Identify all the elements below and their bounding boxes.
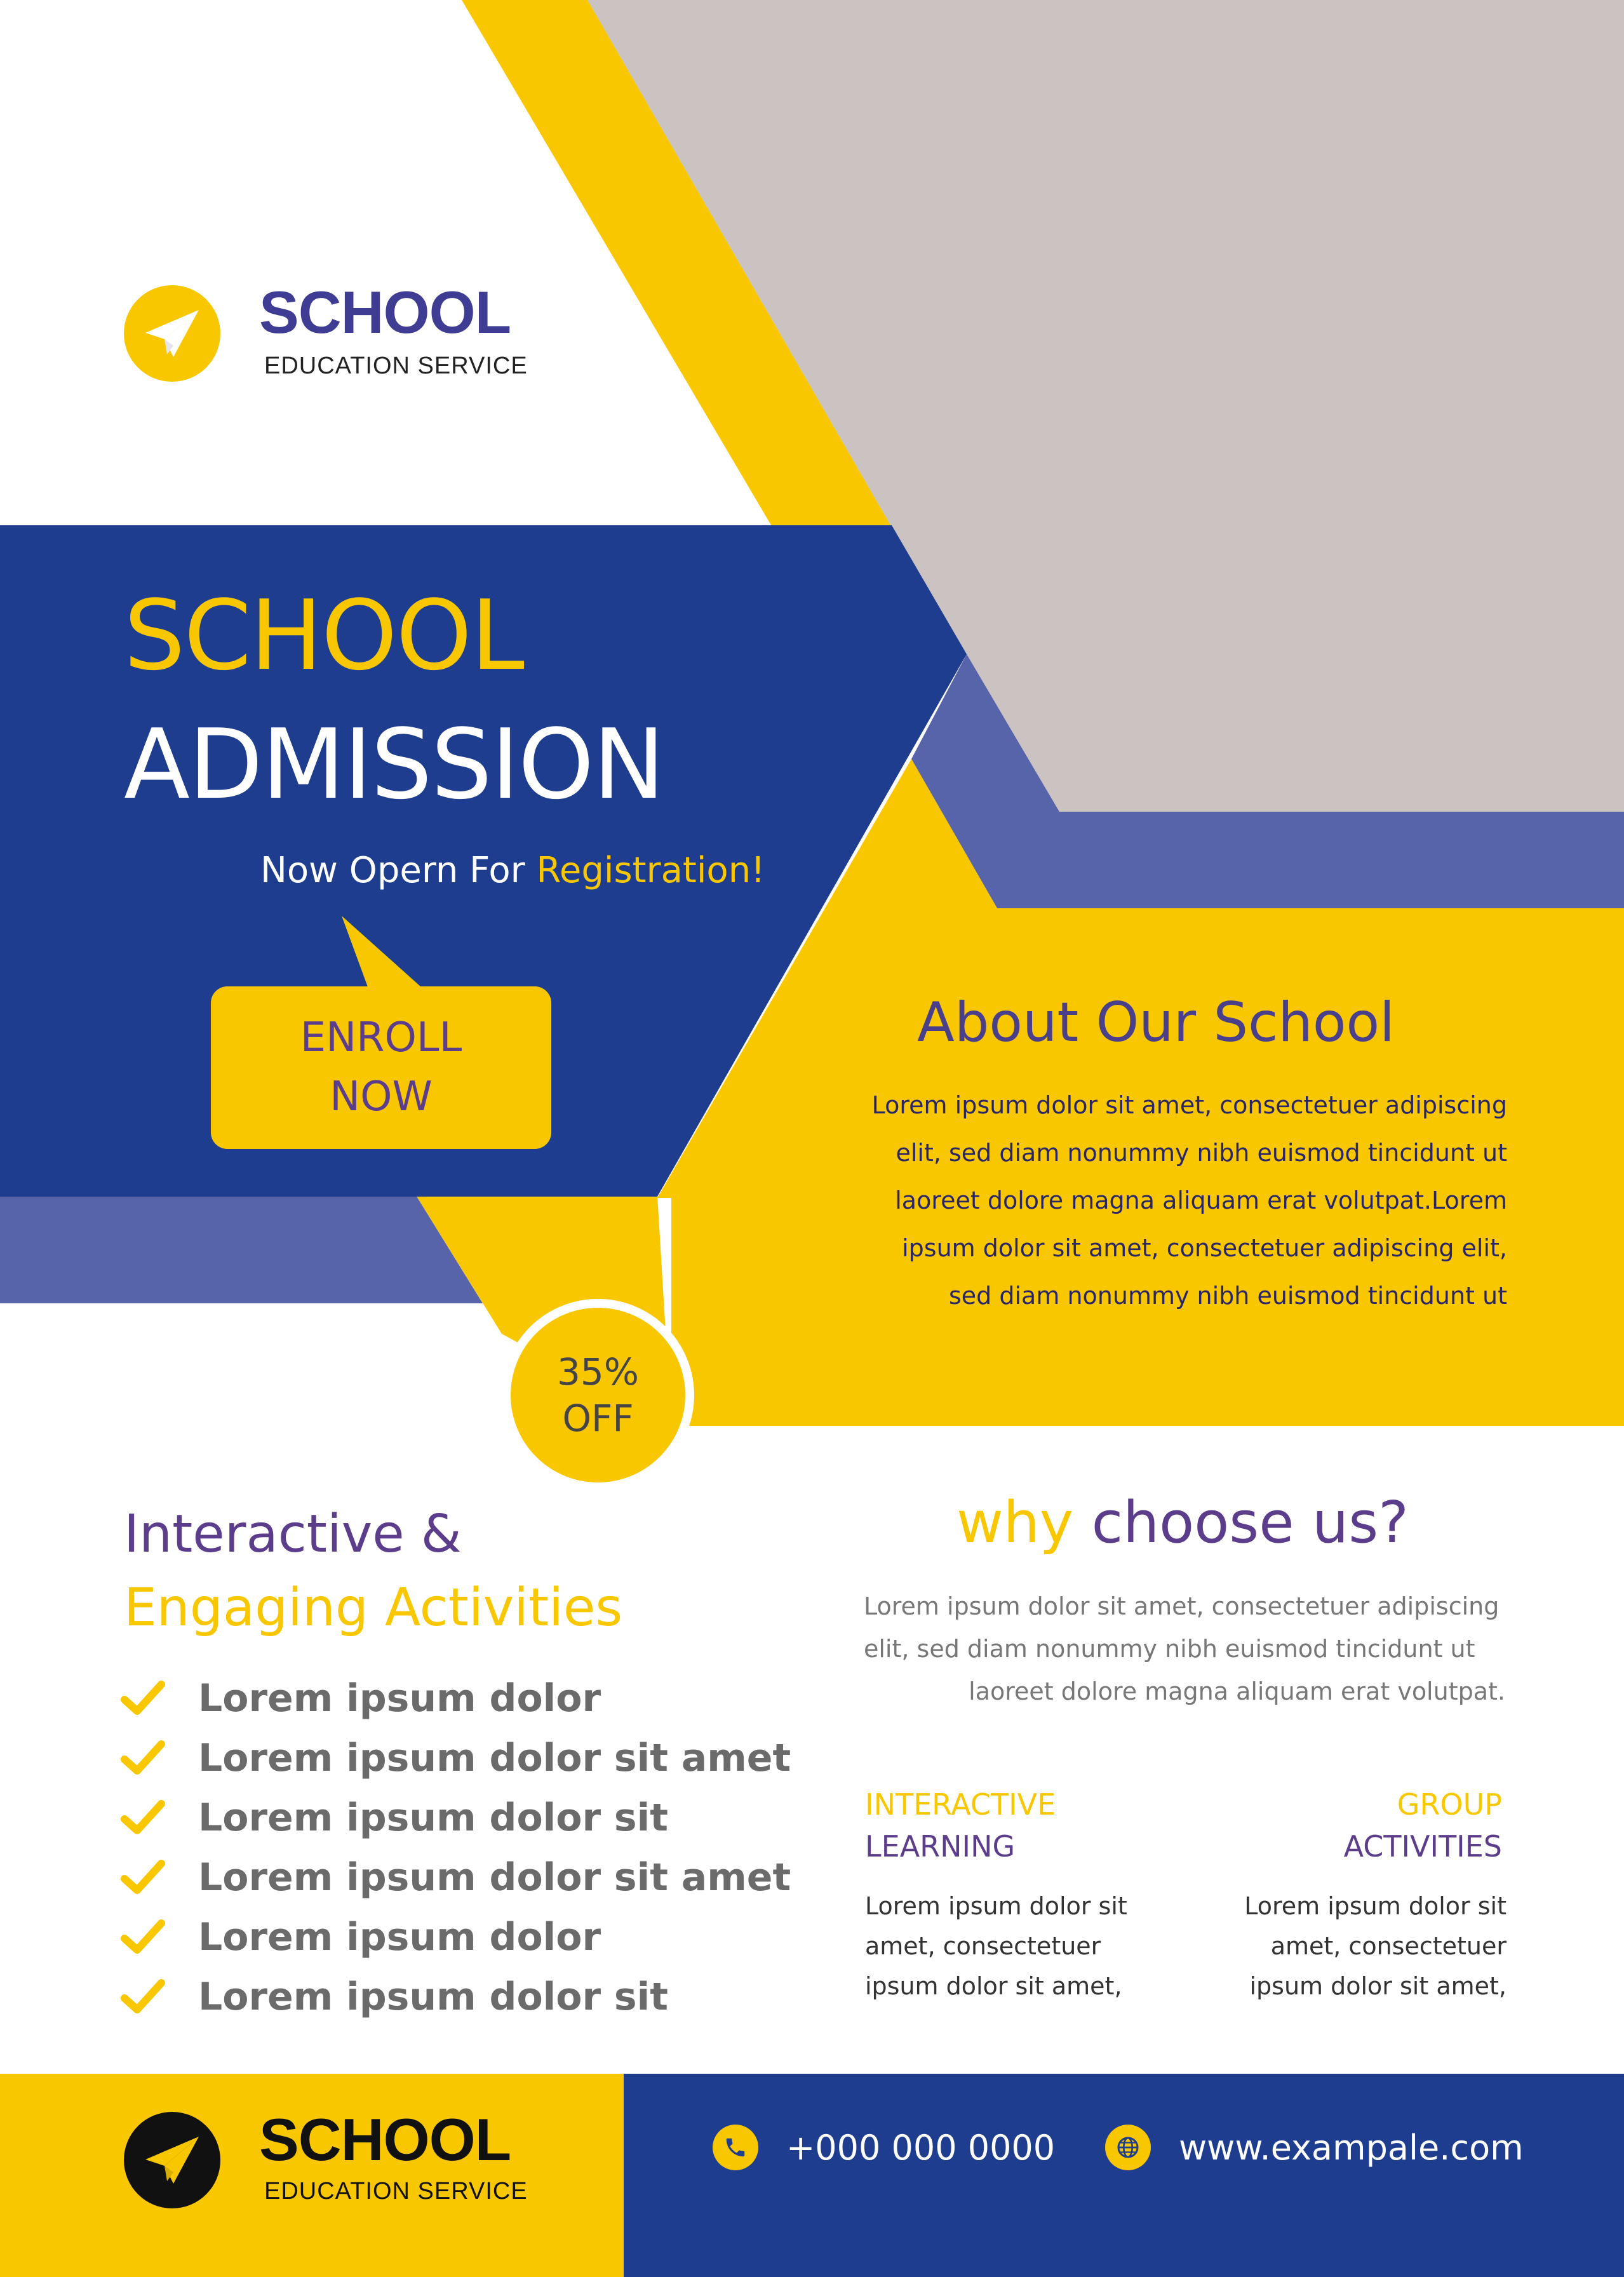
- about-text: [845, 1082, 1507, 1320]
- hero-title-school: SCHOOL: [124, 579, 523, 692]
- footer-blue-block: [624, 2074, 1624, 2277]
- list-item-text: Lorem ipsum dolor sit amet: [198, 1855, 791, 1900]
- feature-heading-line1: INTERACTIVE: [865, 1787, 1056, 1822]
- about-line: ipsum dolor sit amet, consectetuer adipiscing elit,: [902, 1234, 1507, 1262]
- checkmark-icon: [121, 1739, 165, 1777]
- discount-label: OFF: [562, 1396, 634, 1440]
- why-title-part1: why: [956, 1489, 1074, 1556]
- enroll-line-2: NOW: [330, 1073, 433, 1120]
- header-brand: SCHOOL: [259, 279, 511, 346]
- list-item: [121, 1907, 791, 1967]
- hero-tagline-accent: Registration!: [536, 850, 765, 891]
- footer-tagline: EDUCATION SERVICE: [264, 2178, 528, 2205]
- footer-brand: SCHOOL: [259, 2106, 511, 2173]
- paper-plane-icon: [143, 307, 201, 359]
- feature-heading-line2: ACTIVITIES: [1343, 1829, 1502, 1864]
- feature-text-line: amet, consectetuer: [1270, 1932, 1507, 1960]
- periwinkle-band-left: [0, 1195, 483, 1303]
- list-item: [121, 1788, 791, 1848]
- checkmark-icon: [121, 1858, 165, 1897]
- checkmark-icon: [121, 1799, 165, 1837]
- why-text: [864, 1585, 1505, 1713]
- about-line: elit, sed diam nonummy nibh euismod tincidunt ut: [896, 1139, 1507, 1167]
- feature-text-line: ipsum dolor sit amet,: [1249, 1972, 1507, 2000]
- header-logo-badge: [124, 285, 220, 382]
- hero-tagline: [260, 850, 765, 891]
- phone-icon: [713, 2125, 758, 2170]
- footer-yellow-block: [0, 2074, 624, 2277]
- feature-text-group: [1207, 1886, 1507, 2006]
- why-title: [865, 1489, 1500, 1556]
- why-line: elit, sed diam nonummy nibh euismod tincidunt ut: [864, 1635, 1475, 1663]
- website-contact[interactable]: [1105, 2125, 1524, 2170]
- feature-text-line: Lorem ipsum dolor sit: [1244, 1892, 1507, 1920]
- discount-percent: 35%: [557, 1350, 639, 1394]
- list-item: [121, 1967, 791, 2027]
- about-title: About Our School: [917, 991, 1395, 1054]
- about-line: Lorem ipsum dolor sit amet, consectetuer adipiscing: [871, 1091, 1507, 1119]
- list-item: [121, 1669, 791, 1728]
- activities-title: [124, 1498, 622, 1645]
- feature-heading-group: [1270, 1783, 1502, 1867]
- about-line: laoreet dolore magna aliquam erat volutpat.Lorem: [895, 1186, 1507, 1214]
- header-tagline: EDUCATION SERVICE: [264, 353, 528, 379]
- hero-title-admission: ADMISSION: [124, 708, 664, 821]
- why-line: Lorem ipsum dolor sit amet, consectetuer adipiscing: [864, 1592, 1500, 1620]
- checkmark-icon: [121, 1679, 165, 1717]
- list-item: [121, 1728, 791, 1788]
- globe-icon: [1105, 2125, 1151, 2170]
- footer-logo-badge: [124, 2112, 220, 2208]
- enroll-now-button[interactable]: [211, 986, 551, 1149]
- list-item-text: Lorem ipsum dolor sit amet: [198, 1736, 791, 1780]
- discount-badge: [502, 1299, 694, 1491]
- phone-number: +000 000 0000: [786, 2127, 1056, 2168]
- paper-plane-icon: [143, 2134, 201, 2186]
- activities-title-line2: Engaging Activities: [124, 1578, 623, 1638]
- checkmark-icon: [121, 1978, 165, 2016]
- enroll-line-1: ENROLL: [300, 1014, 462, 1062]
- list-item-text: Lorem ipsum dolor sit: [198, 1975, 668, 2019]
- feature-heading-line1: GROUP: [1397, 1787, 1502, 1822]
- activities-title-line1: Interactive &: [124, 1504, 462, 1564]
- about-line: sed diam nonummy nibh euismod tincidunt ut: [949, 1282, 1507, 1310]
- list-item-text: Lorem ipsum dolor sit: [198, 1796, 668, 1840]
- feature-heading-interactive: [865, 1783, 1056, 1867]
- list-item: [121, 1848, 791, 1907]
- feature-text-line: amet, consectetuer: [865, 1932, 1101, 1960]
- feature-heading-line2: LEARNING: [865, 1829, 1016, 1864]
- website-url: www.exampale.com: [1179, 2127, 1524, 2168]
- why-title-part2: choose us?: [1091, 1489, 1409, 1556]
- feature-text-interactive: [865, 1886, 1127, 2006]
- why-line: laoreet dolore magna aliquam erat volutpat.: [969, 1677, 1505, 1705]
- feature-text-line: ipsum dolor sit amet,: [865, 1972, 1122, 2000]
- activities-list: [121, 1669, 791, 2027]
- list-item-text: Lorem ipsum dolor: [198, 1676, 601, 1721]
- checkmark-icon: [121, 1918, 165, 1956]
- feature-text-line: Lorem ipsum dolor sit: [865, 1892, 1127, 1920]
- hero-tagline-prefix: Now Opern For: [260, 850, 525, 891]
- phone-contact[interactable]: [713, 2125, 1055, 2170]
- list-item-text: Lorem ipsum dolor: [198, 1915, 601, 1959]
